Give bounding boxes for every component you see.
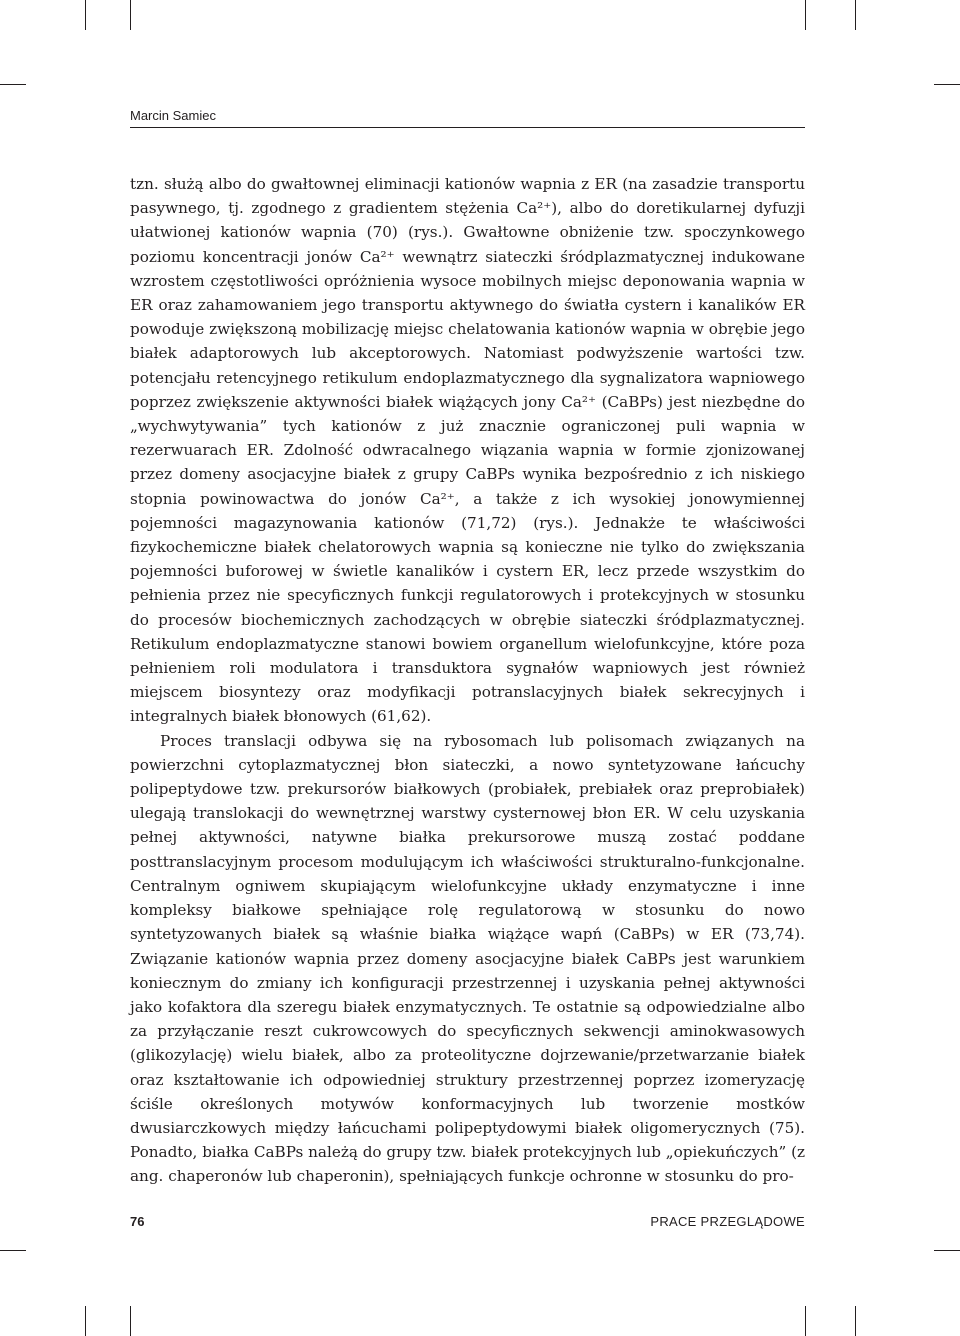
crop-mark	[130, 1306, 131, 1336]
crop-mark	[855, 1306, 856, 1336]
crop-mark	[805, 0, 806, 30]
page-number: 76	[130, 1214, 145, 1229]
crop-mark	[855, 0, 856, 30]
journal-section: PRACE PRZEGLĄDOWE	[650, 1214, 805, 1229]
crop-mark	[934, 84, 960, 85]
page-footer	[130, 1214, 805, 1234]
author-name: Marcin Samiec	[130, 108, 216, 123]
crop-mark	[85, 0, 86, 30]
body-paragraph: Proces translacji odbywa się na rybosomach lub polisomach związanych na powierzchni cytoplazmatycznej błon siateczki, a nowo syntetyzowane łańcuchy polipeptydowe tzw. prekursorów białkowych (probiałek, prebiałek oraz preprobiałek) ulegają translokacji do wewnętrznej warstwy cysternowej błon ER. W celu uzyskania pełnej aktywności, natywne białka prekursorowe muszą zostać poddane posttranslacyjnym procesom modulującym ich właściwości strukturalno-funkcjonalne. Centralnym ogniwem skupiającym wielofunkcyjne układy enzymatyczne i inne kompleksy białkowe spełniające rolę regulatorową w stosunku do nowo syntetyzowanych białek są właśnie białka wiążące wapń (CaBPs) w ER (73,74). Związanie kationów wapnia przez domeny asocjacyjne białek CaBPs jest warunkiem koniecznym do zmiany ich konfiguracji przestrzennej i uzyskania pełnej aktywności jako kofaktora dla szeregu białek enzymatycznych. Te ostatnie są odpowiedzialne albo za przyłączanie reszt cukrowcowych do specyficznych sekwencji aminokwasowych (glikozylację) wielu białek, albo za proteolityczne dojrzewanie/przetwarzanie białek oraz kształtowanie ich odpowiedniej struktury przestrzennej poprzez izomeryzację ściśle określonych motywów konformacyjnych lub tworzenie mostków dwusiarczkowych między łańcuchami polipeptydowymi białek oligomerycznych (75). Ponadto, białka CaBPs należą do grupy tzw. białek protekcyjnych lub „opiekuńczych” (z ang. chaperonów lub chaperonin), spełniających funkcje ochronne w stosunku do pro-	[130, 731, 805, 1186]
crop-mark	[0, 1250, 26, 1251]
running-head	[130, 108, 805, 128]
crop-mark	[805, 1306, 806, 1336]
crop-mark	[130, 0, 131, 30]
crop-mark	[934, 1250, 960, 1251]
crop-mark	[85, 1306, 86, 1336]
article-body	[130, 172, 805, 1189]
body-paragraph: tzn. służą albo do gwałtownej eliminacji kationów wapnia z ER (na zasadzie transportu pasywnego, tj. zgodnego z gradientem stężenia Ca²⁺), albo do doretikularnej dyfuzji ułatwionej kationów wapnia (70) (rys.). Gwałtowne obniżenie tzw. spoczynkowego poziomu koncentracji jonów Ca²⁺ wewnątrz siateczki śródplazmatycznej indukowane wzrostem częstotliwości opróżnienia wysoce mobilnych miejsc deponowania wapnia w ER oraz zahamowaniem jego transportu aktywnego do światła cystern i kanalików ER powoduje zwiększoną mobilizację miejsc chelatowania kationów wapnia w obrębie jego białek adaptorowych lub akceptorowych. Natomiast podwyższenie wartości tzw. potencjału retencyjnego retikulum endoplazmatycznego dla sygnalizatora wapniowego poprzez zwiększenie aktywności białek wiążących jony Ca²⁺ (CaBPs) jest niezbędne do „wychwytywania” tych kationów z już znacznie ograniczonej puli wapnia w rezerwuarach ER. Zdolność odwracalnego wiązania wapnia w formie zjonizowanej przez domeny asocjacyjne białek z grupy CaBPs wynika bezpośrednio z ich niskiego stopnia powinowactwa do jonów Ca²⁺, a także z ich wysokiej jonowymiennej pojemności magazynowania kationów (71,72) (rys.). Jednakże te właściwości fizykochemiczne białek chelatorowych wapnia są konieczne nie tylko do zwiększania pojemności buforowej w świetle kanalików i cystern ER, lecz przede wszystkim do pełnienia przez nie specyficznych funkcji regulatorowych i protekcyjnych w stosunku do procesów biochemicznych zachodzących w obrębie siateczki śródplazmatycznej. Retikulum endoplazmatyczne stanowi bowiem organellum wielofunkcyjne, które poza pełnieniem roli modulatora i transduktora sygnałów wapniowych jest również miejscem biosyntezy oraz modyfikacji potranslacyjnych białek sekrecyjnych i integralnych białek błonowych (61,62).	[130, 175, 805, 726]
crop-mark	[0, 84, 26, 85]
